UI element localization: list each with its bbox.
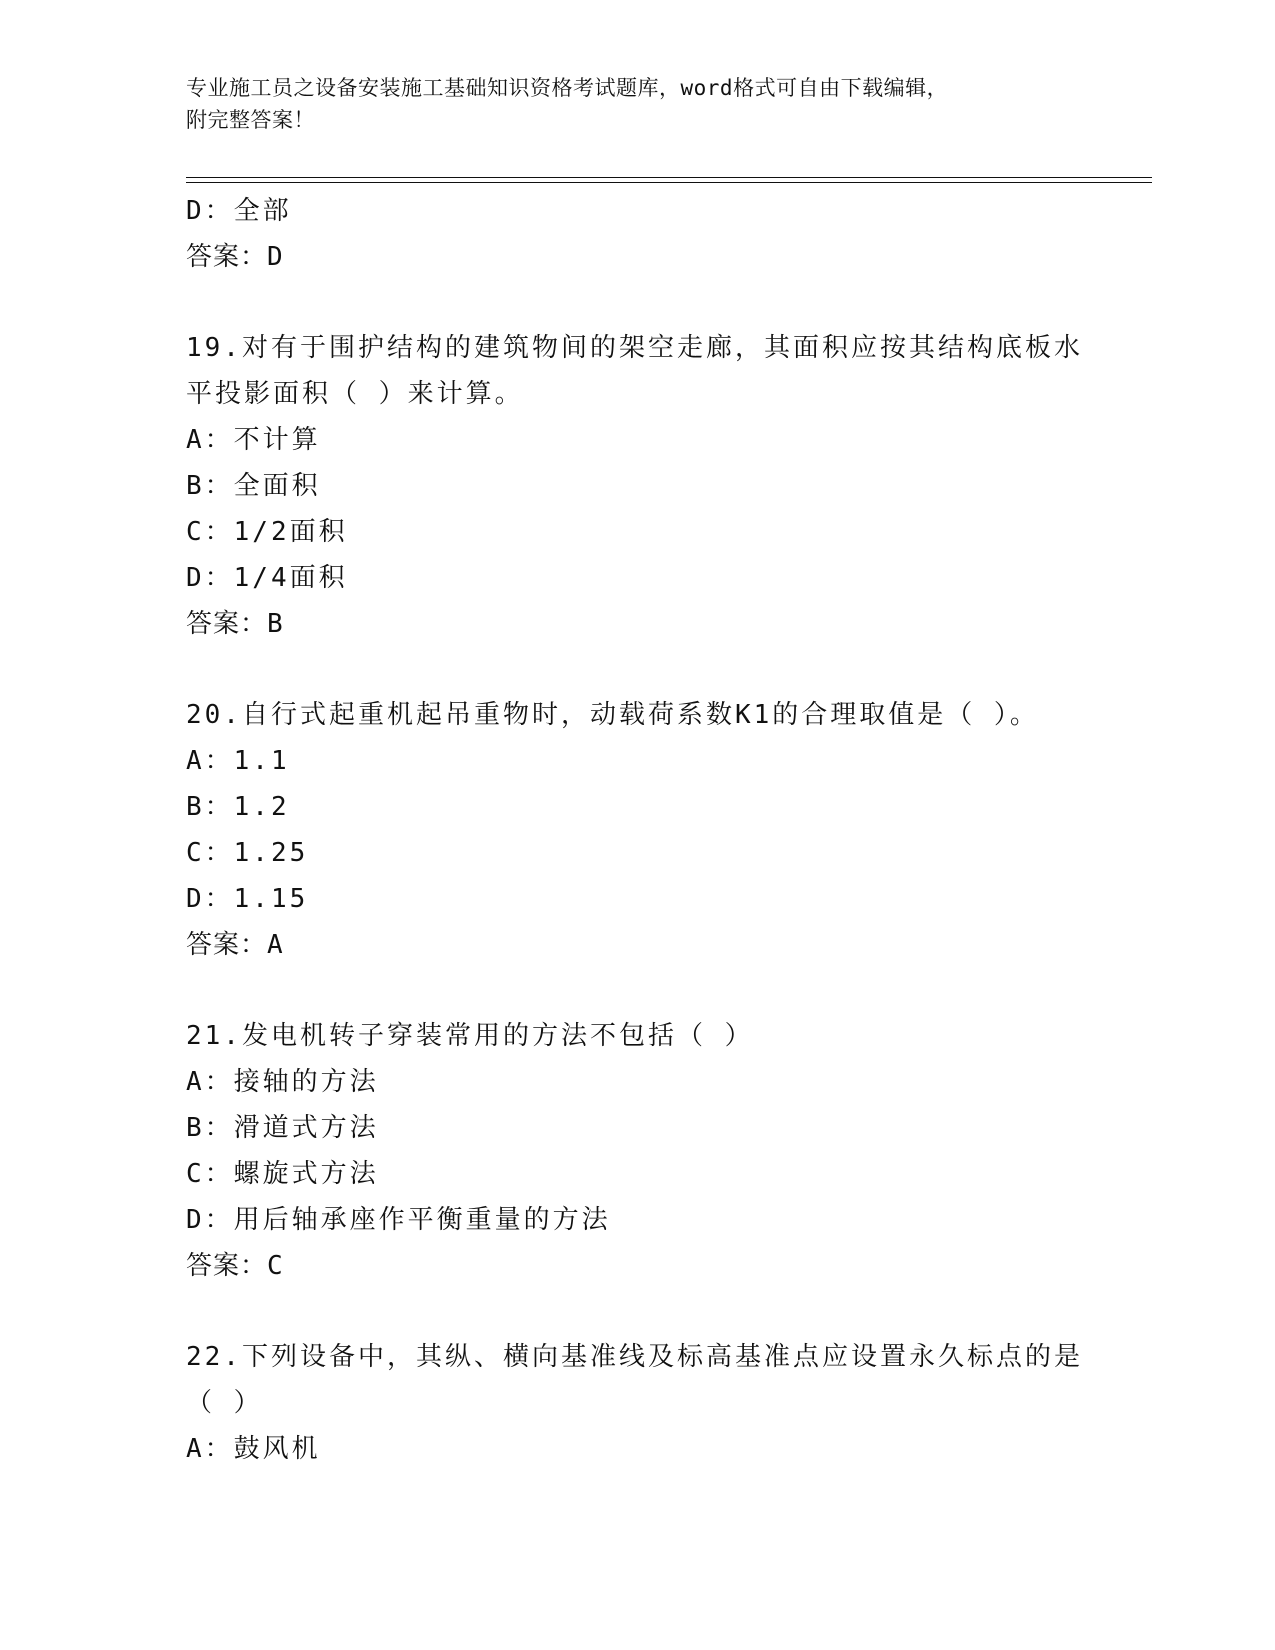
question-22	[186, 1334, 1086, 1472]
question-stem-line: 21.发电机转子穿装常用的方法不包括（ ）	[186, 1021, 754, 1051]
spacer	[186, 1289, 1086, 1334]
question-19	[186, 325, 1086, 647]
question-20	[186, 692, 1086, 968]
option-b: B：全面积	[186, 471, 321, 501]
question-content	[186, 188, 1086, 1472]
option-a: A：鼓风机	[186, 1434, 321, 1464]
answer: 答案：C	[186, 1251, 284, 1281]
header-rule-top	[186, 177, 1152, 178]
question-stem-line: 22.下列设备中，其纵、横向基准线及标高基准点应设置永久标点的是	[186, 1342, 1083, 1372]
option-a: A：不计算	[186, 425, 321, 455]
answer: 答案：A	[186, 930, 284, 960]
option-b: B：1.2	[186, 792, 290, 822]
header-line-1: 专业施工员之设备安装施工基础知识资格考试题库，word格式可自由下载编辑，	[186, 76, 949, 100]
option-d: D：1.15	[186, 884, 309, 914]
header-line-2: 附完整答案！	[186, 108, 315, 132]
spacer	[186, 647, 1086, 692]
question-stem-line: （ ）	[186, 1388, 263, 1418]
page-header	[186, 72, 1086, 136]
answer: 答案：B	[186, 609, 284, 639]
answer: 答案：D	[186, 242, 284, 272]
option-a: A：1.1	[186, 746, 290, 776]
option-c: C：1/2面积	[186, 517, 348, 547]
option-d: D：用后轴承座作平衡重量的方法	[186, 1205, 611, 1235]
option-c: C：1.25	[186, 838, 309, 868]
option-d: D：1/4面积	[186, 563, 348, 593]
spacer	[186, 280, 1086, 325]
question-stem-line: 19.对有于围护结构的建筑物间的架空走廊，其面积应按其结构底板水	[186, 333, 1083, 363]
question-21	[186, 1013, 1086, 1289]
previous-question-tail	[186, 188, 1086, 280]
question-stem-line: 20.自行式起重机起吊重物时，动载荷系数K1的合理取值是（ ）。	[186, 700, 1039, 730]
option-b: B：滑道式方法	[186, 1113, 379, 1143]
header-rule-bottom	[186, 182, 1152, 183]
option-d: D：全部	[186, 196, 292, 226]
option-a: A：接轴的方法	[186, 1067, 379, 1097]
option-c: C：螺旋式方法	[186, 1159, 379, 1189]
question-stem-line: 平投影面积（ ）来计算。	[186, 379, 524, 409]
spacer	[186, 968, 1086, 1013]
